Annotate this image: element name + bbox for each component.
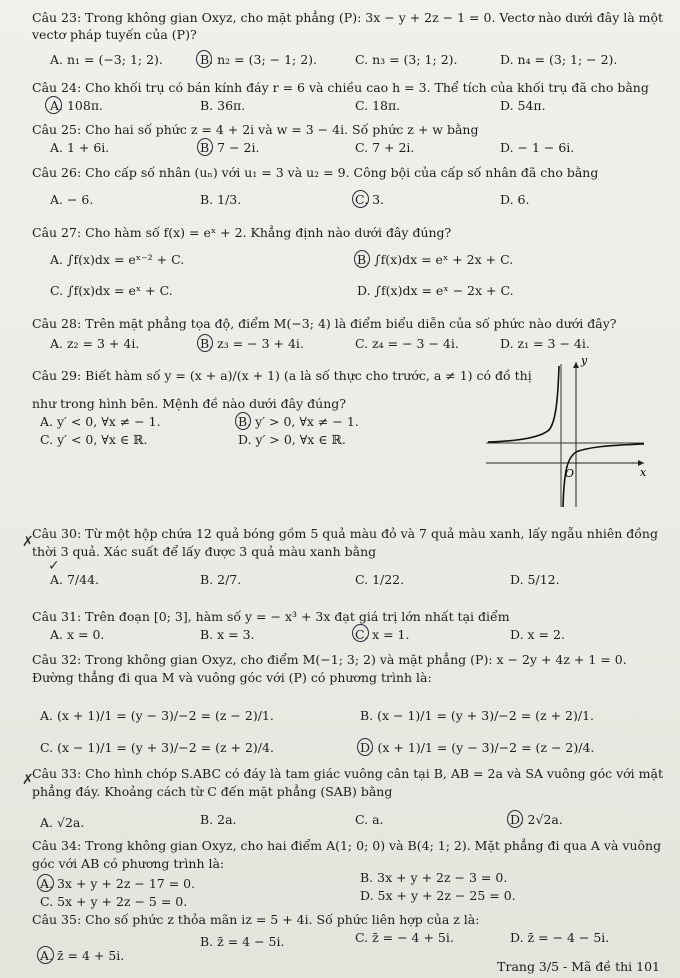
q30-option-d: D. 5/12.: [510, 572, 560, 587]
q30-check-mark: ✓: [48, 558, 60, 574]
q26-option-a: A. − 6.: [50, 192, 94, 207]
q24-answer-circle: [45, 96, 62, 114]
q25-answer-circle: [197, 138, 213, 156]
q31-option-a: A. x = 0.: [50, 627, 105, 642]
q33-answer-circle: [507, 810, 523, 828]
graph-origin-label: O: [565, 467, 575, 480]
q26-answer-circle: [352, 190, 369, 208]
q25-option-b: B. 7 − 2i.: [200, 140, 260, 155]
q26-stem: Câu 26: Cho cấp số nhân (uₙ) với u₁ = 3 và u₂ = 9. Công bội của cấp số nhân đã cho bằng: [32, 165, 599, 180]
q33-stem: Câu 33: Cho hình chóp S.ABC có đáy là tam giác vuông cân tại B, AB = 2a và SA vuông góc với mặt: [32, 766, 663, 781]
q23-option-a: A. n₁ = (−3; 1; 2).: [50, 52, 163, 67]
q32-option-d: D. (x + 1)/1 = (y − 3)/−2 = (z − 2)/4.: [360, 740, 595, 755]
q30-stem2: thời 3 quả. Xác suất để lấy được 3 quả màu xanh bằng: [32, 544, 377, 559]
q23-option-b: B. n₂ = (3; − 1; 2).: [200, 52, 318, 67]
q23-stem: Câu 23: Trong không gian Oxyz, cho mặt phẳng (P): 3x − y + 2z − 1 = 0. Vectơ nào dưới đây là một: [32, 10, 664, 25]
q27-stem: Câu 27: Cho hàm số f(x) = eˣ + 2. Khẳng định nào dưới đây đúng?: [32, 225, 452, 240]
graph-right-branch: [563, 444, 644, 507]
q27-option-d: D. ∫f(x)dx = eˣ − 2x + C.: [357, 283, 514, 298]
q24-option-b: B. 36π.: [200, 98, 246, 113]
q30-option-b: B. 2/7.: [200, 572, 242, 587]
q34-option-a: A. 3x + y + 2z − 17 = 0.: [40, 876, 196, 891]
q23-option-c: C. n₃ = (3; 1; 2).: [355, 52, 458, 67]
q24-stem: Câu 24: Cho khối trụ có bán kính đáy r = 6 và chiều cao h = 3. Thể tích của khối trụ đã cho bằng: [32, 80, 649, 95]
q23-option-d: D. n₄ = (3; 1; − 2).: [500, 52, 618, 67]
q34-option-d: D. 5x + y + 2z − 25 = 0.: [360, 888, 516, 903]
q32-option-a: A. (x + 1)/1 = (y − 3)/−2 = (z − 2)/1.: [40, 708, 274, 723]
q31-answer-circle: [352, 624, 369, 642]
q34-option-c: C. 5x + y + 2z − 5 = 0.: [40, 894, 188, 909]
q30-stem: Câu 30: Từ một hộp chứa 12 quả bóng gồm 5 quả màu đỏ và 7 quả màu xanh, lấy ngẫu nhiên đồng: [32, 526, 658, 541]
q27-answer-circle: [354, 250, 370, 268]
q33-cross-mark: ✗: [22, 772, 34, 788]
q26-option-d: D. 6.: [500, 192, 530, 207]
q29-option-a: A. y′ < 0, ∀x ≠ − 1.: [40, 414, 161, 429]
q33-option-b: B. 2a.: [200, 812, 237, 827]
q29-option-c: C. y′ < 0, ∀x ∈ ℝ.: [40, 432, 148, 447]
q28-answer-circle: [197, 334, 213, 352]
q29-option-d: D. y′ > 0, ∀x ∈ ℝ.: [238, 432, 346, 447]
q23-stem2: vectơ pháp tuyến của (P)?: [32, 27, 197, 42]
q27-option-b: B. ∫f(x)dx = eˣ + 2x + C.: [357, 252, 514, 267]
q28-option-c: C. z₄ = − 3 − 4i.: [355, 336, 459, 351]
q29-stem2: như trong hình bên. Mệnh đề nào dưới đây đúng?: [32, 396, 346, 411]
q28-stem: Câu 28: Trên mặt phẳng tọa độ, điểm M(−3; 4) là điểm biểu diễn của số phức nào dưới đây?: [32, 316, 617, 331]
q35-option-b: B. z̄ = 4 − 5i.: [200, 934, 285, 949]
q35-answer-circle: [37, 946, 54, 964]
q35-stem: Câu 35: Cho số phức z thỏa mãn iz = 5 + 4i. Số phức liên hợp của z là:: [32, 912, 480, 927]
q30-option-a: A. 7/44.: [50, 572, 100, 587]
q31-option-c: C. x = 1.: [355, 627, 410, 642]
q31-option-d: D. x = 2.: [510, 627, 565, 642]
q24-option-a: A. 108π.: [50, 98, 104, 113]
q35-option-d: D. z̄ = − 4 − 5i.: [510, 930, 610, 945]
q32-option-c: C. (x − 1)/1 = (y + 3)/−2 = (z + 2)/4.: [40, 740, 274, 755]
graph-x-label: x: [640, 466, 647, 479]
q30-cross-mark: ✗: [22, 534, 34, 550]
page-footer: Trang 3/5 - Mã đề thi 101: [497, 959, 660, 974]
q29-stem: Câu 29: Biết hàm số y = (x + a)/(x + 1) (a là số thực cho trước, a ≠ 1) có đồ thị: [32, 368, 532, 383]
q24-option-d: D. 54π.: [500, 98, 546, 113]
q32-stem2: Đường thẳng đi qua M và vuông góc với (P) có phương trình là:: [32, 670, 432, 685]
graph-left-branch: [488, 366, 559, 442]
q25-option-a: A. 1 + 6i.: [50, 140, 110, 155]
q30-option-c: C. 1/22.: [355, 572, 405, 587]
q33-stem2: phẳng đáy. Khoảng cách từ C đến mặt phẳng (SAB) bằng: [32, 784, 393, 799]
q31-stem: Câu 31: Trên đoạn [0; 3], hàm số y = − x³ + 3x đạt giá trị lớn nhất tại điểm: [32, 609, 510, 624]
q29-graph: [476, 352, 656, 512]
q31-option-b: B. x = 3.: [200, 627, 255, 642]
q29-answer-circle: [235, 412, 251, 430]
q28-option-d: D. z₁ = 3 − 4i.: [500, 336, 590, 351]
q35-option-a: A. z̄ = 4 + 5i.: [40, 948, 125, 963]
q33-option-c: C. a.: [355, 812, 384, 827]
q27-option-c: C. ∫f(x)dx = eˣ + C.: [50, 283, 173, 298]
q26-option-c: C. 3.: [355, 192, 384, 207]
q25-option-d: D. − 1 − 6i.: [500, 140, 575, 155]
q32-answer-circle: [357, 738, 373, 756]
q32-stem: Câu 32: Trong không gian Oxyz, cho điểm M(−1; 3; 2) và mặt phẳng (P): x − 2y + 4z + 1 = 0.: [32, 652, 627, 667]
q27-option-a: A. ∫f(x)dx = eˣ⁻² + C.: [50, 252, 185, 267]
q25-option-c: C. 7 + 2i.: [355, 140, 415, 155]
q32-option-b: B. (x − 1)/1 = (y + 3)/−2 = (z + 2)/1.: [360, 708, 594, 723]
q33-option-d: D. 2√2a.: [510, 812, 563, 827]
q34-stem2: góc với AB có phương trình là:: [32, 856, 225, 871]
q34-stem: Câu 34: Trong không gian Oxyz, cho hai điểm A(1; 0; 0) và B(4; 1; 2). Mặt phẳng đi qua A và vuông: [32, 838, 662, 853]
q35-option-c: C. z̄ = − 4 + 5i.: [355, 930, 454, 945]
q23-answer-circle: [196, 50, 212, 68]
q24-option-c: C. 18π.: [355, 98, 401, 113]
q28-option-b: B. z₃ = − 3 + 4i.: [200, 336, 304, 351]
graph-y-label: y: [581, 354, 588, 367]
q29-option-b: B. y′ > 0, ∀x ≠ − 1.: [238, 414, 359, 429]
q34-option-b: B. 3x + y + 2z − 3 = 0.: [360, 870, 508, 885]
q26-option-b: B. 1/3.: [200, 192, 242, 207]
q34-answer-circle: [37, 874, 54, 892]
q28-option-a: A. z₂ = 3 + 4i.: [50, 336, 140, 351]
q33-option-a: A. √2a.: [40, 815, 85, 830]
y-axis-arrow-icon: [573, 362, 579, 368]
q25-stem: Câu 25: Cho hai số phức z = 4 + 2i và w = 3 − 4i. Số phức z + w bằng: [32, 122, 479, 137]
